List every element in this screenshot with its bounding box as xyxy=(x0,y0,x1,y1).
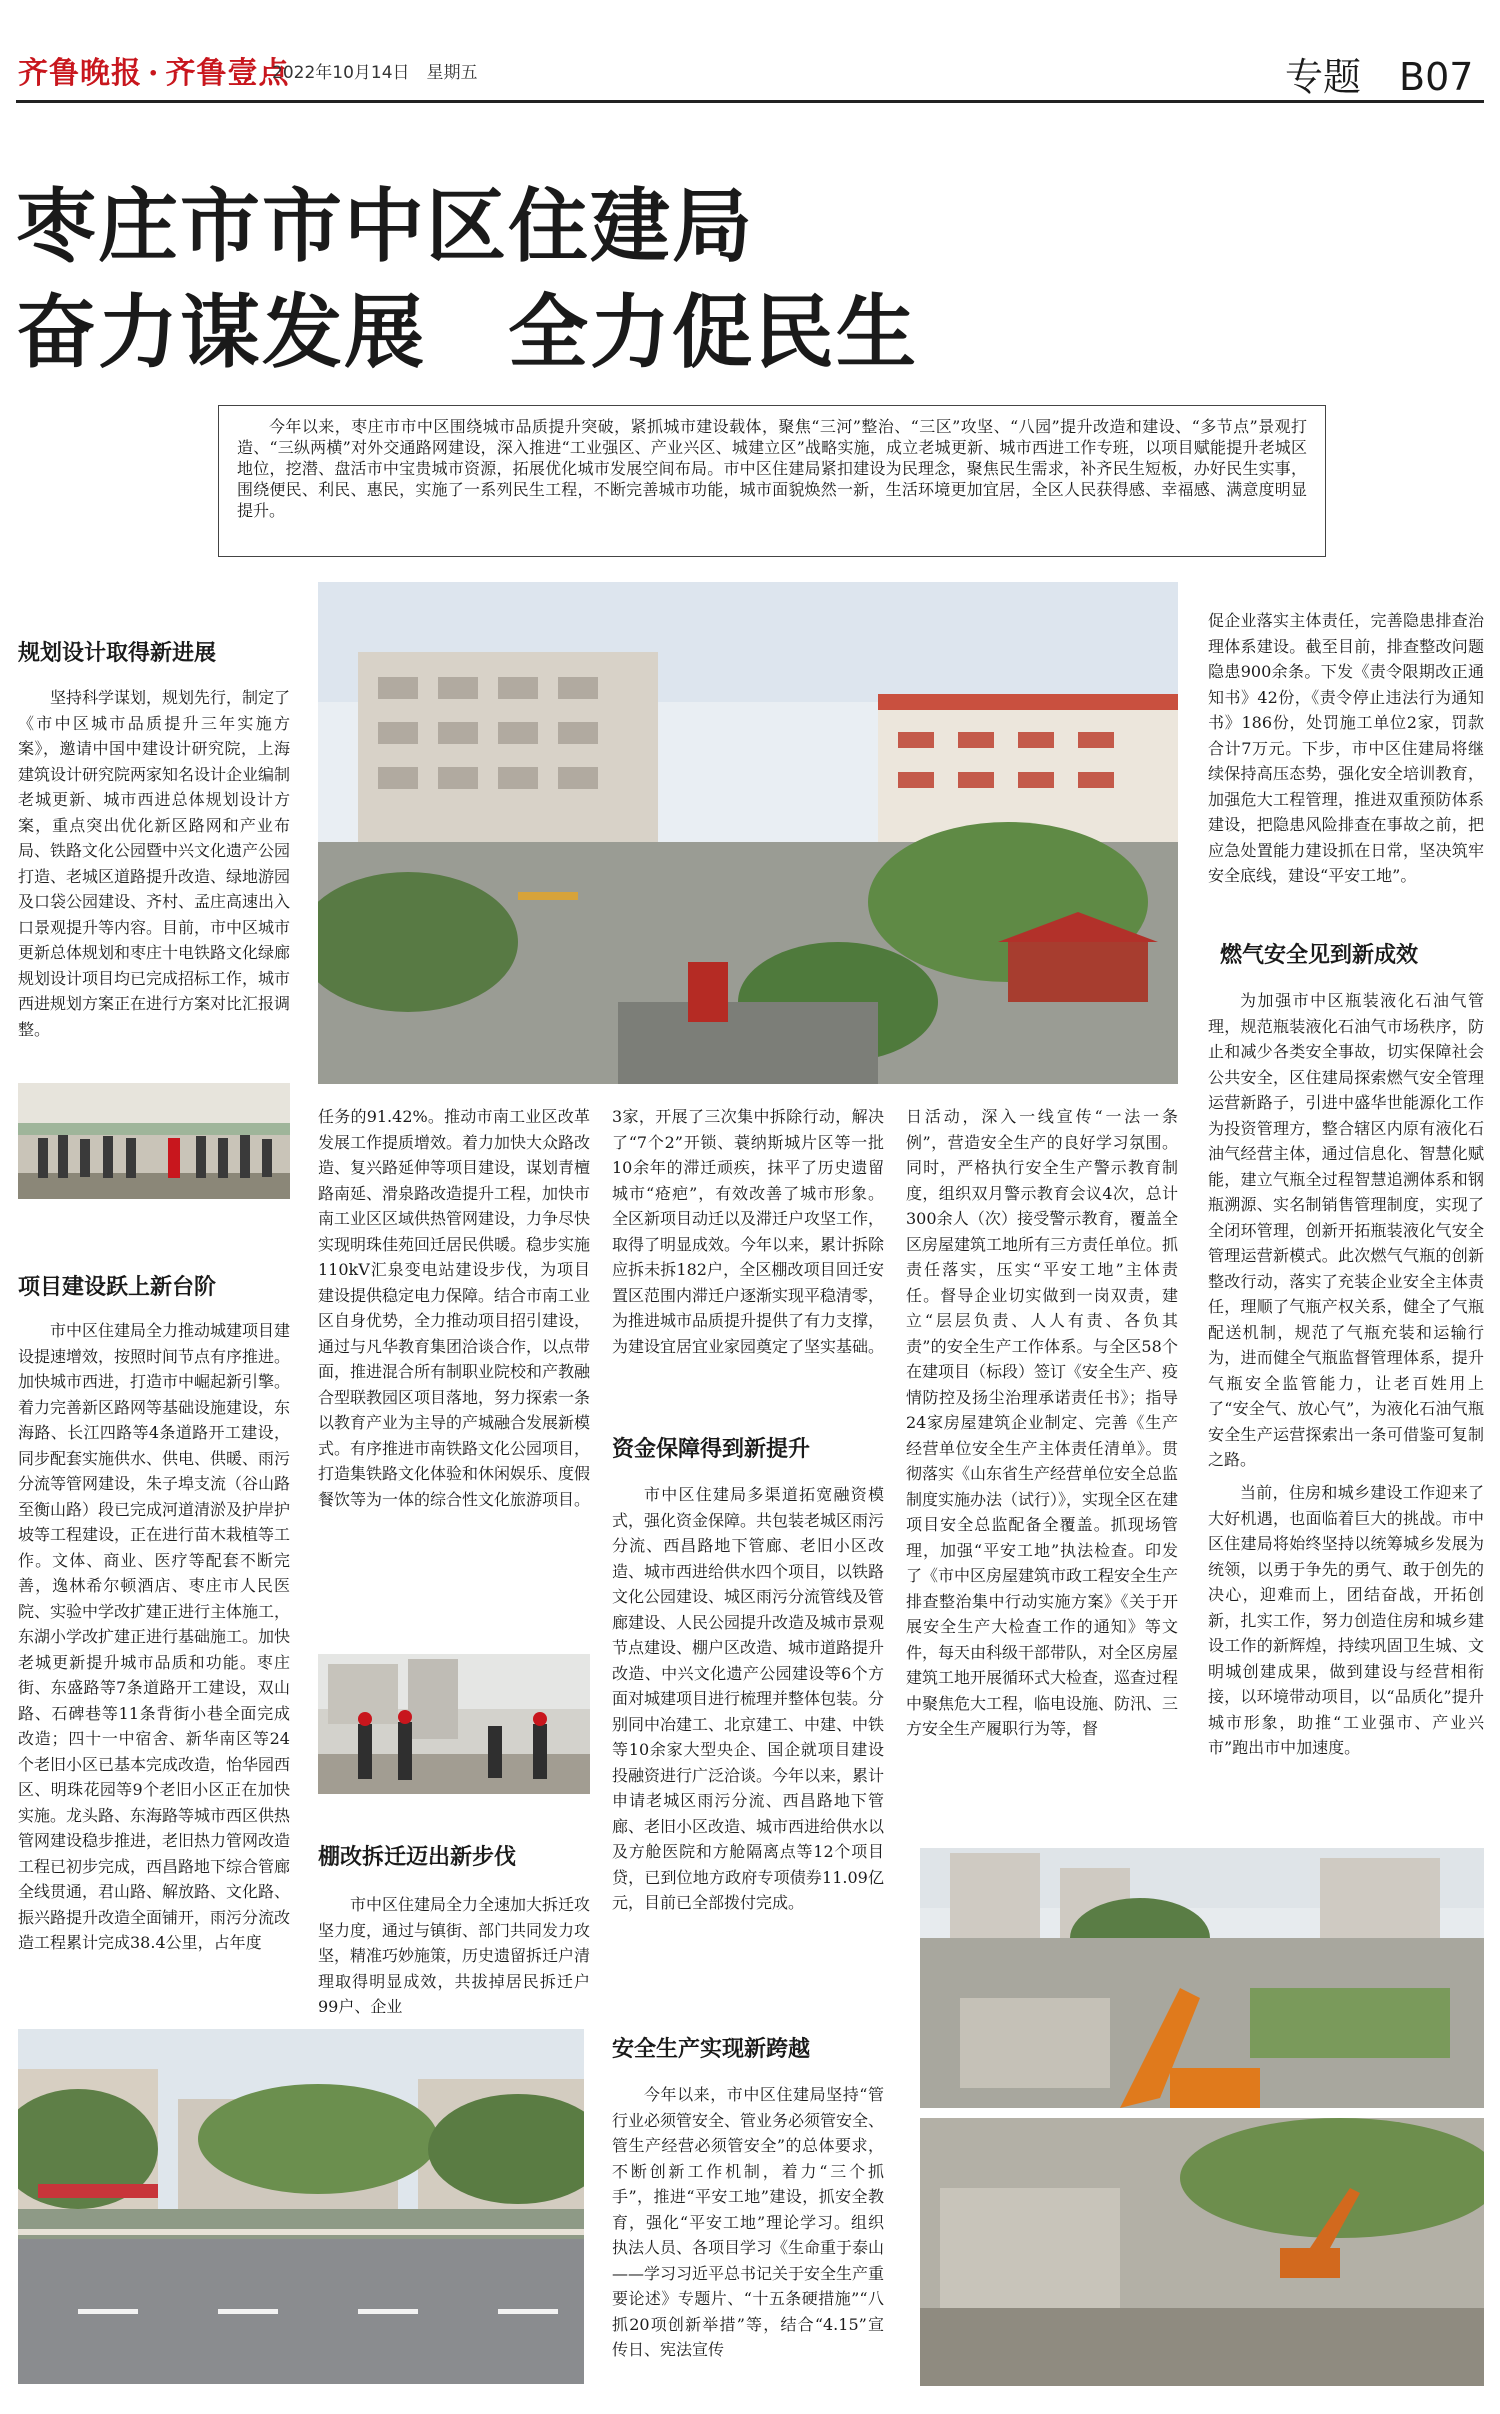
masthead xyxy=(18,48,289,92)
article-projects xyxy=(18,1318,290,2031)
residential-community-photo xyxy=(318,582,1178,1084)
site-inspection-photo xyxy=(318,1654,590,1794)
article-conclusion xyxy=(1208,1480,1484,1825)
heading-planning: 规划设计取得新进展 xyxy=(18,640,217,666)
article-funding xyxy=(612,1482,884,2018)
heading-demolition: 棚改拆迁迈出新步伐 xyxy=(318,1844,517,1870)
demolition-photo xyxy=(920,1848,1484,2386)
article-safety-text: 今年以来，市中区住建局坚持“管行业必须管安全、管业务必须管安全、管生产经营必须管安全”的总体要求，不断创新工作机制，着力“三个抓手”，推进“平安工地”建设，抓安全教育，强化“平安工地”理论学习。组织执法人员、各项目学习《生命重于泰山——学习习近平总书记关于安全生产重要论述》专题片、“十五条硬措施”“八抓20项创新举措”等，结合“4.15”宣传日、宪法宣传 xyxy=(612,2085,884,2359)
street-view-photo xyxy=(18,2029,584,2384)
headline-line-2: 奋力谋发展 全力促民生 xyxy=(16,285,918,379)
article-safety-continued-text: 日活动，深入一线宣传“一法一条例”，营造安全生产的良好学习氛围。同时，严格执行安全生产警示教育制度，组织双月警示教育会议4次，总计300余人（次）接受警示教育，覆盖全区房屋建筑工地所有三方责任单位。抓责任落实，压实“平安工地”主体责任。督导企业切实做到一岗双责，建立“层层负责、人人有责、各负其责”的安全生产工作体系。与全区58个在建项目（标段）签订《安全生产、疫情防控及扬尘治理承诺责任书》；指导24家房屋建筑企业制定、完善《生产经营单位安全生产主体责任清单》。贯彻落实《山东省生产经营单位安全总监制度实施办法（试行）》，实现全区在建项目安全总监配备全覆盖。抓现场管理，加强“平安工地”执法检查。印发了《市中区房屋建筑市政工程安全生产排查整治集中行动实施方案》《关于开展安全生产大检查工作的通知》等文件，每天由科级干部带队，对全区房屋建筑工地开展循环式大检查，巡查过程中聚焦危大工程，临电设施、防汛、三方安全生产履职行为等，督 xyxy=(906,1107,1178,1738)
article-safety-continued-2 xyxy=(1208,608,1484,923)
heading-gas: 燃气安全见到新成效 xyxy=(1220,942,1419,968)
heading-funding: 资金保障得到新提升 xyxy=(612,1436,811,1462)
article-safety xyxy=(612,2082,884,2392)
heading-projects: 项目建设跃上新台阶 xyxy=(18,1274,217,1300)
article-demolition-text: 市中区住建局全力全速加大拆迁攻坚力度，通过与镇街、部门共同发力攻坚，精准巧妙施策，历史遗留拆迁户清理取得明显成效，共拔掉居民拆迁户99户、企业 xyxy=(318,1895,590,2016)
section-page-label: 专题 B07 xyxy=(1285,55,1474,99)
issue-date: 2022年10月14日 星期五 xyxy=(272,63,478,83)
intro-text: 今年以来，枣庄市市中区围绕城市品质提升突破，紧抓城市建设载体，聚焦“三河”整治、“三区”攻坚、“八园”提升改造和建设、“多节点”景观打造、“三纵两横”对外交通路网建设，深入推进“工业强区、产业兴区、城建立区”战略实施，成立老城更新、城市西进工作专班，以项目赋能提升老城区地位，挖潜、盘活市中宝贵城市资源，拓展优化城市发展空间布局。市中区住建局紧扣建设为民理念，聚焦民生需求，补齐民生短板，办好民生实事，围绕便民、利民、惠民，实施了一系列民生工程，不断完善城市功能，城市面貌焕然一新，生活环境更加宜居，全区人民获得感、幸福感、满意度明显提升。 xyxy=(237,417,1307,520)
header-rule xyxy=(16,100,1484,103)
article-demolition xyxy=(318,1892,590,2022)
article-projects-continued-text: 任务的91.42%。推动市南工业区改革发展工作提质增效。着力加快大众路改造、复兴路延伸等项目建设，谋划青檀路南延、滑泉路改造提升工程，加快市南工业区区域供热管网建设，力争尽快实现明珠佳苑回迁居民供暖。稳步实施110kV汇泉变电站建设步伐，为项目建设提供稳定电力保障。结合市南工业区自身优势，全力推动项目招引建设，通过与凡华教育集团洽谈合作，以点带面，推进混合所有制职业院校和产教融合型联教园区项目落地，努力探索一条以教育产业为主导的产城融合发展新模式。有序推进市南铁路文化公园项目，打造集铁路文化体验和休闲娱乐、度假餐饮等为一体的综合性文化旅游项目。 xyxy=(318,1107,590,1509)
article-planning-text: 坚持科学谋划，规划先行，制定了《市中区城市品质提升三年实施方案》，邀请中国中建设计研究院，上海建筑设计研究院两家知名设计企业编制老城更新、城市西进总体规划设计方案，重点突出优化新区路网和产业布局、铁路文化公园暨中兴文化遗产公园打造、老城区道路提升改造、绿地游园及口袋公园建设、齐村、孟庄高速出入口景观提升等内容。目前，市中区城市更新总体规划和枣庄十电铁路文化绿廊规划设计项目均已完成招标工作，城市西进规划方案正在进行方案对比汇报调整。 xyxy=(18,688,290,1039)
article-projects-text: 市中区住建局全力推动城建项目建设提速增效，按照时间节点有序推进。加快城市西进，打造市中崛起新引擎。着力完善新区路网等基础设施建设，东海路、长江四路等4条道路开工建设，同步配套实施供水、供电、供暖、雨污分流等管网建设，朱子埠支流（谷山路至衡山路）段已完成河道清淤及护岸护坡等工程建设，正在进行苗木栽植等工作。文体、商业、医疗等配套不断完善，逸林希尔顿酒店、枣庄市人民医院、实验中学改扩建正进行主体施工，东湖小学改扩建正进行基础施工。加快老城更新提升城市品质和功能。枣庄街、东盛路等7条道路开工建设，双山路、石碑巷等11条背街小巷全面完成改造；四十一中宿舍、新华南区等24个老旧小区已基本完成改造，怡华园西区、明珠花园等9个老旧小区正在加快实施。龙头路、东海路等城市西区供热管网建设稳步推进，老旧热力管网改造工程已初步完成，西昌路地下综合管廊全线贯通，君山路、解放路、文化路、振兴路提升改造全面铺开，雨污分流改造工程累计完成38.4公里，占年度 xyxy=(18,1321,290,1952)
article-gas-text: 为加强市中区瓶装液化石油气管理，规范瓶装液化石油气市场秩序，防止和减少各类安全事故，切实保障社会公共安全，区住建局探索燃气安全管理运营新路子，引进中盛华世能源化工作为投资管理方，整合辖区内原有液化石油气经营主体，通过信息化、智慧化赋能，建立气瓶全过程智慧追溯体系和钢瓶溯源、实名制销售管理制度，实现了全闭环管理，创新开拓瓶装液化气安全管理运营新模式。此次燃气气瓶的创新整改行动，落实了充装企业安全主体责任，理顺了气瓶产权关系，健全了气瓶配送机制，规范了气瓶充装和运输行为，进而健全气瓶监督管理体系，提升气瓶安全监管能力，让老百姓用上了“安全气、放心气”，为液化石油气瓶安全生产运营探索出一条可借鉴可复制之路。 xyxy=(1208,991,1484,1469)
article-gas xyxy=(1208,988,1484,1473)
headline-line-1: 枣庄市市中区住建局 xyxy=(16,179,754,273)
heading-safety: 安全生产实现新跨越 xyxy=(612,2036,811,2062)
masthead-qilu-evening: 齐鲁晚报 xyxy=(18,56,142,91)
article-demolition-continued-text: 3家，开展了三次集中拆除行动，解决了“7个2”开锁、蓑纳斯城片区等一批10余年的滞迁顽疾，抹平了历史遗留城市“疮疤”，有效改善了城市形象。全区新项目动迁以及滞迁户攻坚工作，取得了明显成效。今年以来，累计拆除应拆未拆182户，全区棚改项目回迁安置区范围内滞迁户逐渐实现平稳清零，为推进城市品质提升提供了有力支撑，为建设宜居宜业家园奠定了坚实基础。 xyxy=(612,1107,884,1356)
article-conclusion-text: 当前，住房和城乡建设工作迎来了大好机遇，也面临着巨大的挑战。市中区住建局将始终坚持以统筹城乡发展为统领，以勇于争先的勇气、敢于创先的决心，迎难而上，团结奋战，开拓创新，扎实工作，努力创造住房和城乡建设工作的新辉煌，持续巩固卫生城、文明城创建成果，做到建设与经营相衔接，以环境带动项目，以“品质化”提升城市形象，助推“工业强市、产业兴市”跑出市中加速度。 xyxy=(1208,1483,1484,1757)
intro-box xyxy=(218,405,1326,557)
article-projects-continued xyxy=(318,1104,590,1640)
masthead-qilu-yidian: 齐鲁壹点 xyxy=(165,56,290,91)
article-planning xyxy=(18,685,290,1065)
article-funding-text: 市中区住建局多渠道拓宽融资模式，强化资金保障。共包装老城区雨污分流、西昌路地下管廊、老旧小区改造、城市西进给供水四个项目，以铁路文化公园建设、城区雨污分流管线及管廊建设、人民公园提升改造及城市景观节点建设、棚户区改造、城市道路提升改造、中兴文化遗产公园建设等6个方面对城建项目进行梳理并整体包装。分别同中冶建工、北京建工、中建、中铁等10余家大型央企、国企就项目建设投融资进行广泛洽谈。今年以来，累计申请老城区雨污分流、西昌路地下管廊、老旧小区改造、城市西进给供水以及方舱医院和方舱隔离点等12个项目贷，已到位地方政府专项债券11.09亿元，目前已全部拨付完成。 xyxy=(612,1485,884,1912)
meeting-photo xyxy=(18,1083,290,1199)
article-safety-continued-2-text: 促企业落实主体责任，完善隐患排查治理体系建设。截至目前，排查整改问题隐患900余条。下发《责令限期改正通知书》42份，《责令停止违法行为通知书》186份，处罚施工单位2家，罚款合计7万元。下步，市中区住建局将继续保持高压态势，强化安全培训教育，加强危大工程管理，推进双重预防体系建设，把隐患风险排查在事故之前，把应急处置能力建设抓在日常，坚决筑牢安全底线，建设“平安工地”。 xyxy=(1208,611,1484,885)
masthead-separator: · xyxy=(148,56,160,91)
article-demolition-continued xyxy=(612,1104,884,1404)
